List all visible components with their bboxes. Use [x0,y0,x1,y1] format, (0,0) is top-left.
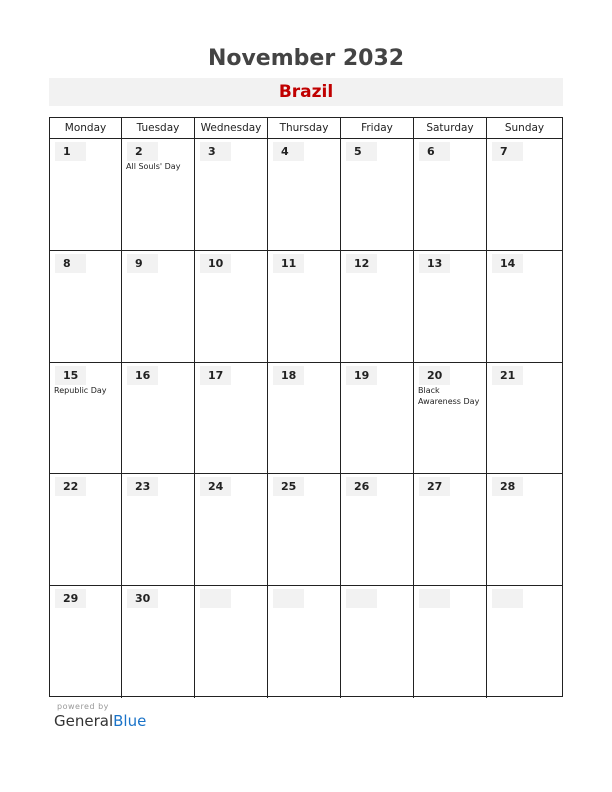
day-cell[interactable] [122,586,195,698]
day-cell[interactable] [268,474,341,585]
day-number: 1 [55,142,86,161]
day-number: 24 [200,477,231,496]
day-cell[interactable] [122,251,195,362]
day-number: 14 [492,254,523,273]
weekday-header-tuesday: Tuesday [122,118,195,138]
day-cell[interactable] [487,363,562,474]
day-cell[interactable] [268,363,341,474]
day-cell[interactable] [195,363,268,474]
weekday-header-sunday: Sunday [504,122,545,134]
week-row [50,474,562,586]
day-number [419,589,450,608]
day-cell[interactable] [50,251,122,362]
week-row [50,251,562,363]
day-cell[interactable] [414,586,487,698]
day-number: 2 [127,142,158,161]
day-number [273,589,304,608]
day-number: 10 [200,254,231,273]
day-cell[interactable] [50,363,122,474]
day-number: 15 [55,366,86,385]
day-number: 20 [419,366,450,385]
day-cell[interactable] [268,251,341,362]
weekday-header-row [50,118,562,139]
day-cell[interactable] [414,363,487,474]
day-number: 6 [419,142,450,161]
day-number: 19 [346,366,377,385]
day-cell[interactable] [122,139,195,250]
day-number: 29 [55,589,86,608]
day-number: 4 [273,142,304,161]
day-number: 18 [273,366,304,385]
day-cell[interactable] [487,139,562,250]
day-number: 5 [346,142,377,161]
holiday-label: Black Awareness Day [418,385,480,406]
day-cell[interactable] [341,139,414,250]
weekday-header-friday: Friday [341,118,414,138]
week-row [50,586,562,698]
day-cell[interactable] [195,139,268,250]
day-number: 21 [492,366,523,385]
day-cell[interactable] [195,251,268,362]
day-number: 8 [55,254,86,273]
country-banner: Brazil [49,78,563,106]
day-number: 22 [55,477,86,496]
calendar-grid [49,117,563,697]
holiday-label: All Souls' Day [126,162,181,171]
day-number [346,589,377,608]
week-row [50,139,562,251]
day-cell[interactable] [122,474,195,585]
day-cell[interactable] [122,363,195,474]
day-cell[interactable] [195,586,268,698]
day-number: 11 [273,254,304,273]
day-cell[interactable] [195,474,268,585]
day-cell[interactable] [487,586,562,698]
day-cell[interactable] [341,363,414,474]
day-number: 9 [127,254,158,273]
day-cell[interactable] [341,251,414,362]
day-cell[interactable] [414,139,487,250]
day-number: 17 [200,366,231,385]
week-row [50,363,562,475]
day-number [492,589,523,608]
day-cell[interactable] [268,586,341,698]
day-cell[interactable] [414,251,487,362]
generalblue-logo[interactable] [54,712,146,730]
brand-general-text: General [54,712,114,730]
day-cell[interactable] [50,139,122,250]
weekday-header-thursday: Thursday [268,118,341,138]
powered-by-label: powered by [57,702,109,711]
day-cell[interactable] [414,474,487,585]
day-cell[interactable] [341,586,414,698]
holiday-label: Republic Day [54,385,107,395]
day-cell[interactable] [50,474,122,585]
day-number: 12 [346,254,377,273]
day-number: 23 [127,477,158,496]
day-number: 7 [492,142,523,161]
day-number: 27 [419,477,450,496]
day-cell[interactable] [268,139,341,250]
day-number: 26 [346,477,377,496]
brand-blue-text: Blue [113,712,147,730]
weekday-header-saturday: Saturday [414,118,487,138]
day-number: 13 [419,254,450,273]
weekday-header-wednesday: Wednesday [195,118,268,138]
day-cell[interactable] [50,586,122,698]
day-number: 3 [200,142,231,161]
calendar-title: November 2032 [207,46,405,71]
day-number [200,589,231,608]
weekday-header-monday: Monday [50,118,122,138]
day-cell[interactable] [487,251,562,362]
day-number: 28 [492,477,523,496]
day-number: 16 [127,366,158,385]
day-cell[interactable] [487,474,562,585]
day-number: 30 [127,589,158,608]
day-cell[interactable] [341,474,414,585]
day-number: 25 [273,477,304,496]
